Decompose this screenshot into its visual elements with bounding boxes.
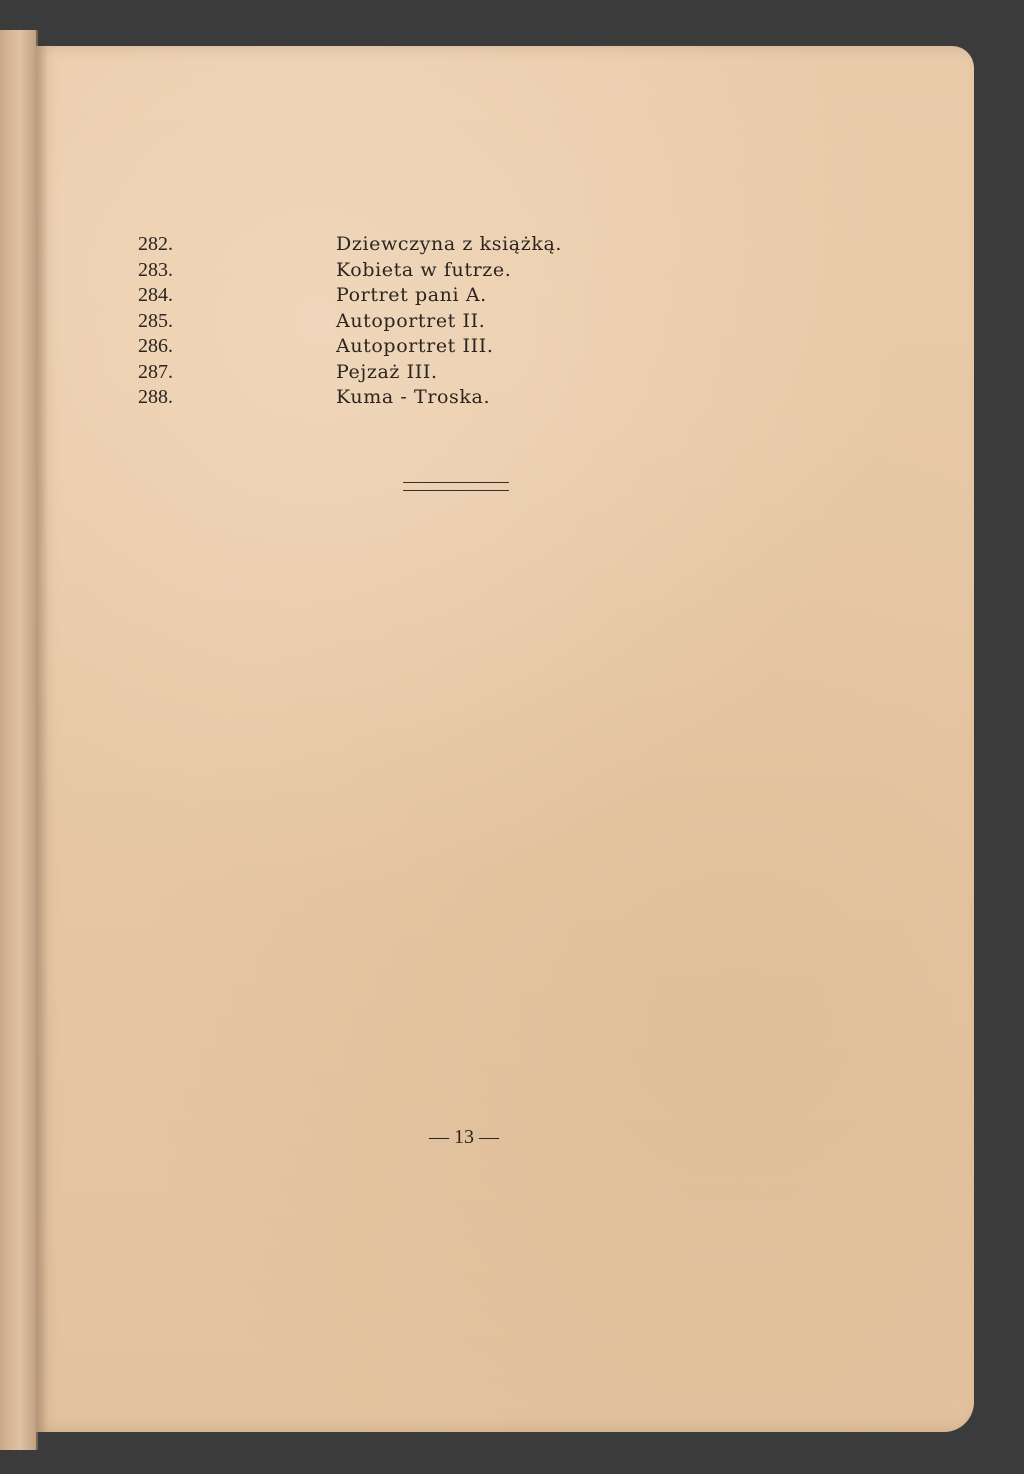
entry-number: 288.	[138, 386, 173, 408]
entry-title: Portret pani A.	[336, 284, 487, 306]
entry-title: Pejzaż III.	[336, 360, 438, 383]
entry-number: 287.	[138, 360, 173, 383]
entry-number: 282.	[138, 233, 173, 255]
catalog-page	[36, 46, 974, 1432]
entry-number: 284.	[138, 284, 173, 306]
double-rule-divider	[403, 482, 509, 491]
entry-number: 286.	[138, 335, 173, 357]
entry-number: 285.	[138, 309, 173, 332]
entry-number: 283.	[138, 258, 173, 281]
left-page-edge	[0, 30, 38, 1450]
entry-title: Kobieta w futrze.	[336, 258, 512, 281]
page-number: — 13 —	[429, 1126, 499, 1148]
entry-title: Autoportret III.	[336, 335, 494, 357]
entry-title: Autoportret II.	[336, 309, 486, 332]
entry-title: Kuma - Troska.	[336, 386, 491, 408]
entry-title: Dziewczyna z książką.	[336, 233, 563, 255]
